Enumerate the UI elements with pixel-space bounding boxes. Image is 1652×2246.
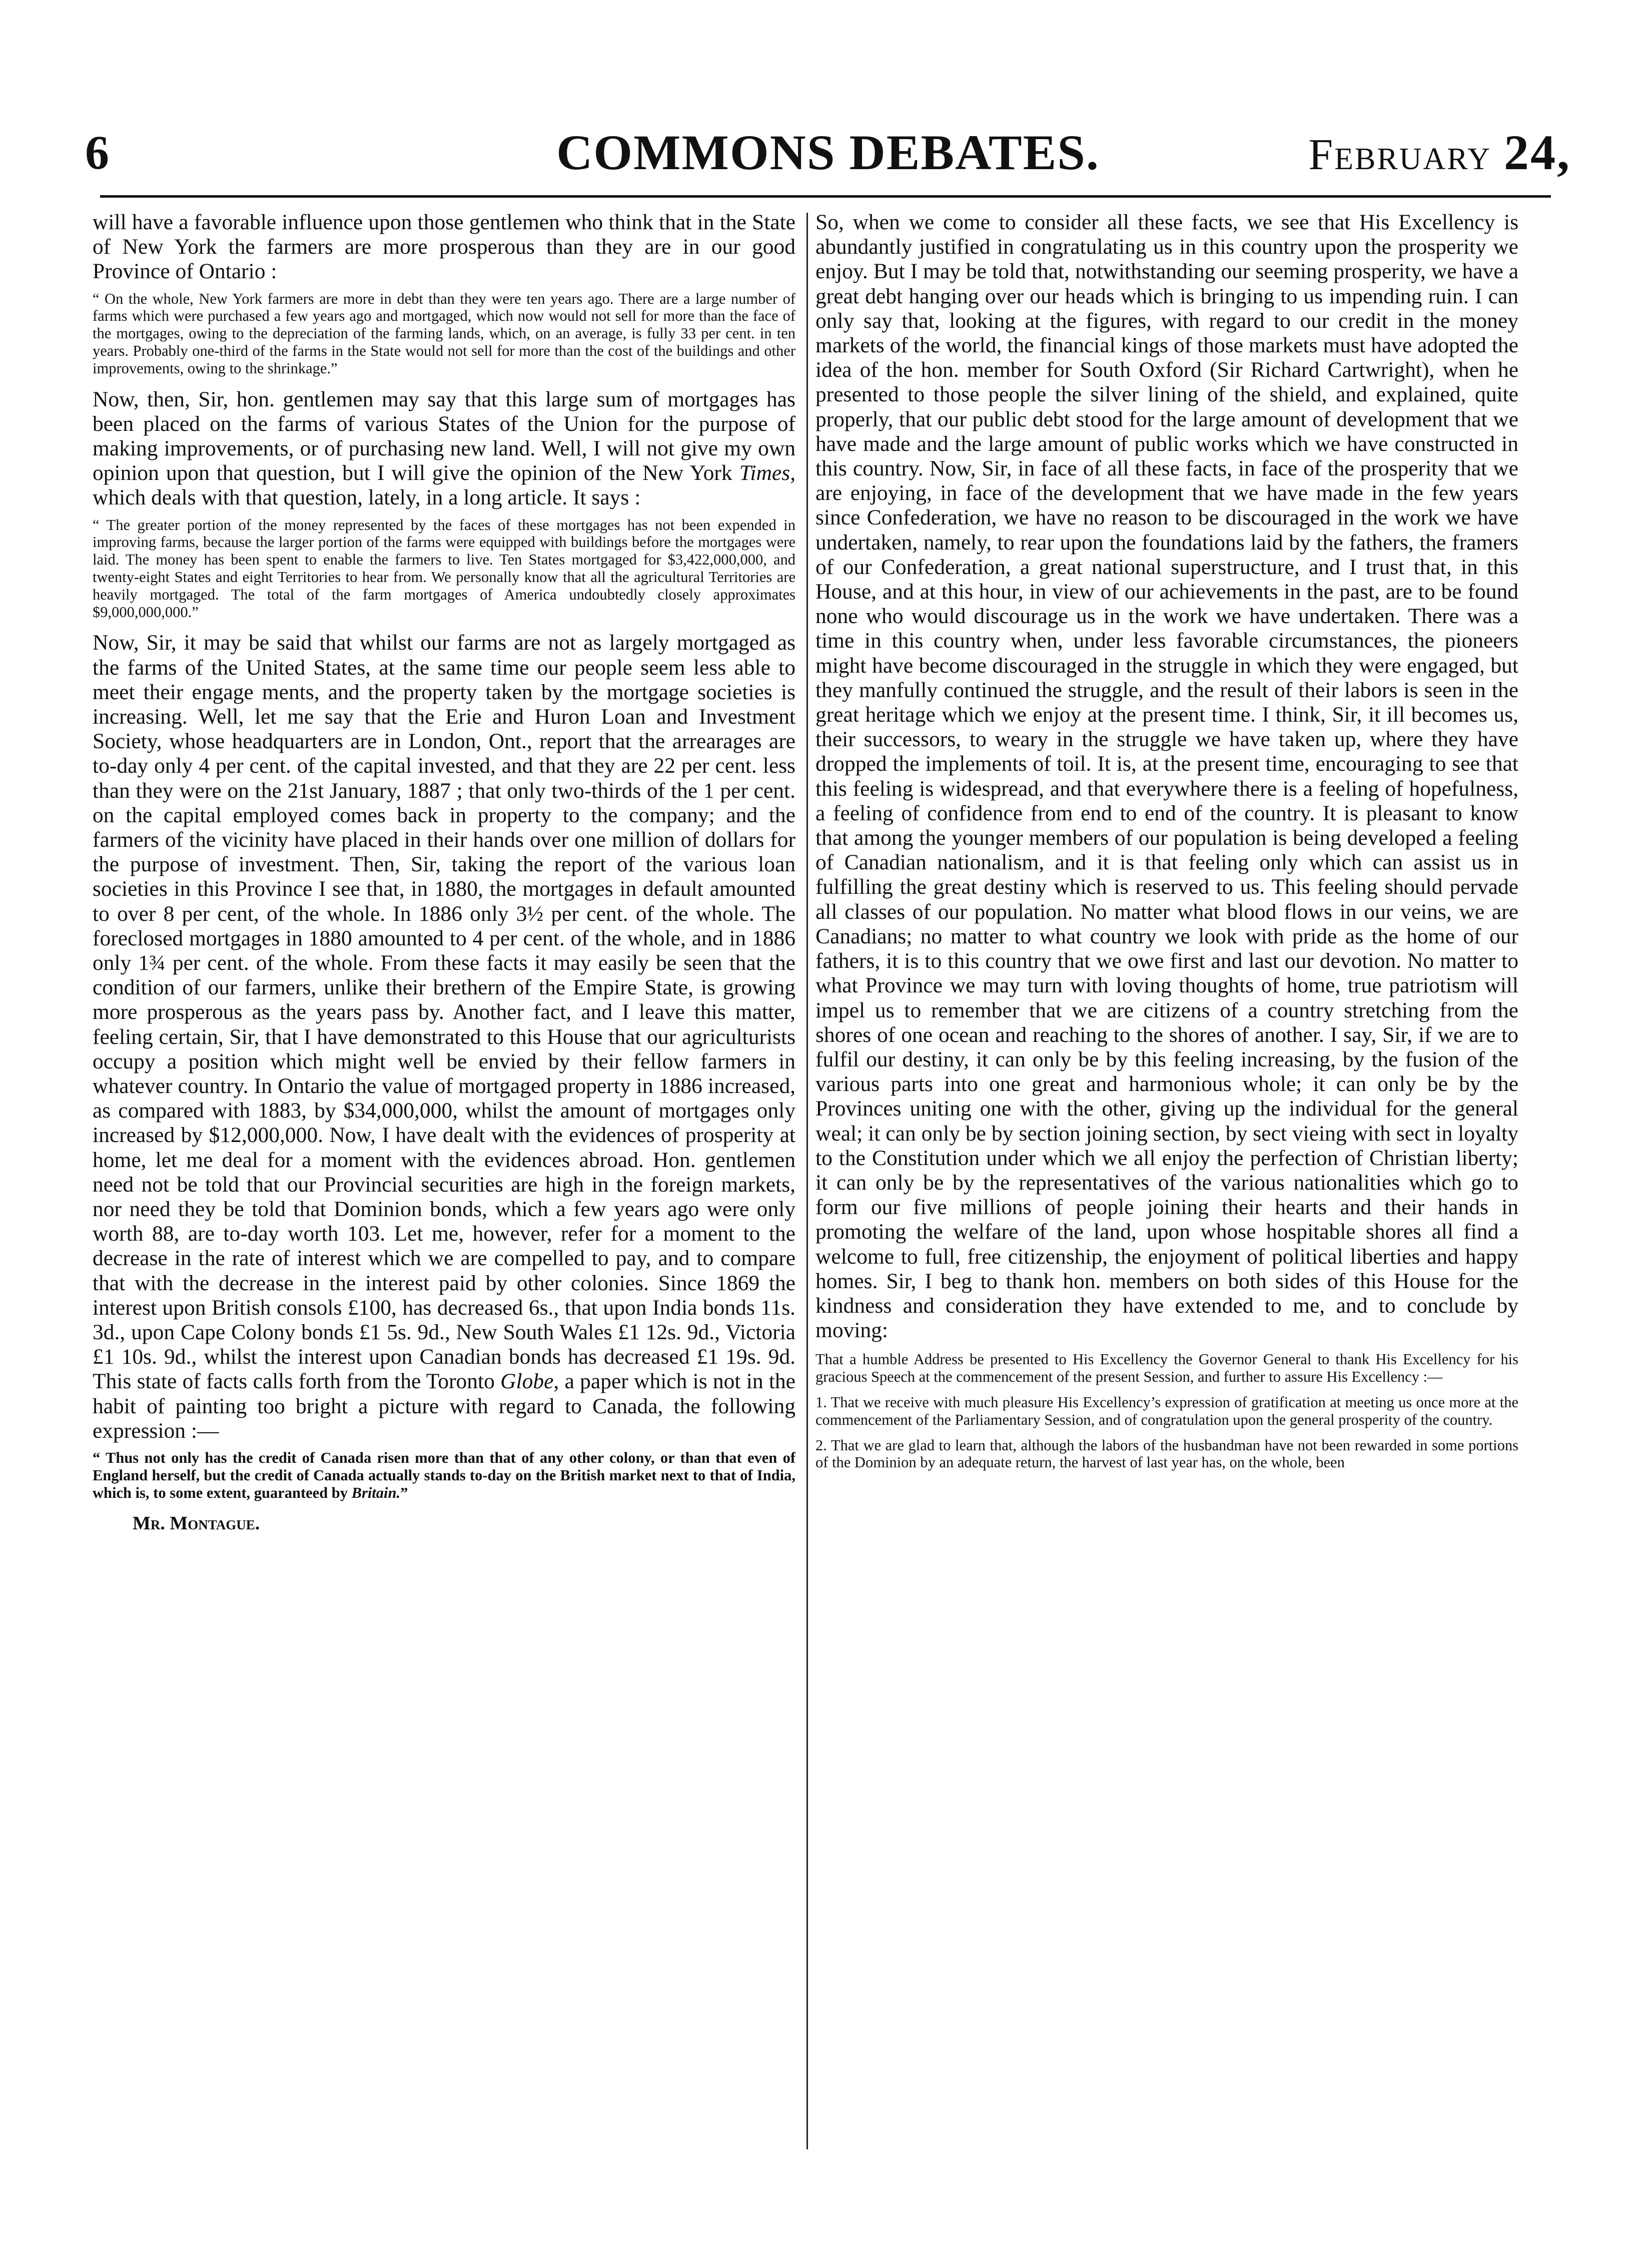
block-quote: “ On the whole, New York farmers are more in debt than they were ten years ago. There are a large number of farms which were purchased a few years ago and mortgaged, which now would not sell for more than the face of the mortgages, owing to the depreciation of the farming lands, which, on an average, is fully 33 per cent. in ten years. Probably one-third of the farms in the State would not sell for more than the cost of the buildings and other improvements, owing to the shrinkage.”: [93, 290, 795, 377]
newspaper-title: Globe,: [500, 1369, 559, 1394]
left-column: [93, 210, 795, 2192]
text-run: ”: [400, 1484, 408, 1501]
date-year: 24,: [1504, 125, 1571, 180]
header-rule: [100, 195, 1551, 198]
text-run: Now, Sir, it may be said that whilst our farms are not as largely mortgaged as the farms of the United States, at the same time our people seem less able to meet their engage ments, and the property taken by the mortgage societies is increasing. Well, let me say that the Erie and Huron Loan and Investment Society, whose headquarters are in London, Ont., report that the arrearages are to-day only 4 per cent. of the capital invested, and that they are 22 per cent. less than they were on the 21st January, 1887 ; that only two-thirds of the 1 per cent. on the capital employed comes back in property to the company; and the farmers of the vicinity have placed in their hands over one million of dollars for the purpose of investment. Then, Sir, taking the report of the various loan societies in this Province I see that, in 1880, the mortgages in default amounted to over 8 per cent, of the whole. In 1886 only 3½ per cent. of the whole. The foreclosed mortgages in 1880 amounted to 4 per cent. of the whole, and in 1886 only 1¾ per cent. of the whole. From these facts it may easily be seen that the condition of our farmers, unlike their brethern of the Empire State, is growing more prosperous as the years pass by. Another fact, and I leave this matter, feeling certain, Sir, that I have demonstrated to this House that our agriculturists occupy a position which might well be envied by their fellow farmers in whatever country. In Ontario the value of mortgaged property in 1886 increased, as compared with 1883, by $34,000,000, whilst the amount of mortgages only increased by $12,000,000. Now, I have dealt with the evidences of prosperity at home, let me deal for a moment with the evidences abroad. Hon. gentlemen need not be told that our Provincial securities are high in the foreign markets, nor need they be told that Dominion bonds, which a few years ago were only worth 88, are to-day worth 103. Let me, however, refer for a moment to the decrease in the rate of interest which we are compelled to pay, and to compare that with the decrease in the interest paid by other colonies. Since 1869 the interest upon British consols £100, has decreased 6s., that upon India bonds 11s. 3d., upon Cape Colony bonds £1 5s. 9d., New South Wales £1 12s. 9d., Victoria £1 10s. 9d., whilst the interest upon Canadian bonds has decreased £1 19s. 9d. This state of facts calls forth from the Toronto: [93, 631, 795, 1394]
date-month: February: [1308, 131, 1491, 179]
running-title: COMMONS DEBATES.: [556, 125, 1100, 180]
paragraph: So, when we come to consider all these facts, we see that His Excellency is abundantly justified in congratulating us in this country upon the prosperity we enjoy. But I may be told that, notwithstanding our seeming prosperity, we have a great debt hanging over our heads which is bringing to us impending ruin. I can only say that, looking at the figures, with regard to our credit in the money markets of the world, the financial kings of those markets must have adopted the idea of the hon. member for South Oxford (Sir Richard Cartwright), when he presented to those people the silver lining of the shield, and explained, quite properly, that our public debt stood for the large amount of development that we have made and the large amount of public works which we have constructed in this country. Now, Sir, in face of all these facts, in face of the prosperity that we are enjoying, in face of the development that we have made in the few years since Confederation, we have no reason to be discouraged in the work we have undertaken, namely, to rear upon the foundations laid by the fathers, the framers of our Confederation, a great national superstructure, and I trust that, in this House, and at this hour, in view of our achievements in the past, are to be found none who would discourage us in the work we have undertaken. There was a time in this country when, under less favorable circumstances, the pioneers might have become discouraged in the struggle in which they were engaged, but they manfully continued the struggle, and the result of their labors is seen in the great heritage which we enjoy at the present time. I think, Sir, it ill becomes us, their successors, to weary in the struggle we have taken up, where they have dropped the implements of toil. It is, at the present time, encouraging to see that this feeling is widespread, and that everywhere there is a feeling of hopefulness, a feeling of confidence from end to end of the country. It is pleasant to know that among the younger members of our population is being developed a feeling of Canadian nationalism, and it is that feeling only which can assist us in fulfilling the great destiny which is reserved to us. This feeling should pervade all classes of our population. No matter what blood flows in our veins, we are Canadians; no matter to what country we look with pride as the home of our fathers, it is to this country that we owe first and last our devotion. No matter to what Province we may turn with loving thoughts of home, true patriotism will impel us to remember that we are citizens of a country stretching from the shores of one ocean and reaching to the shores of another. I say, Sir, if we are to fulfil our destiny, it can only be by this feeling increasing, by the fusion of the various parts into one great and harmonious whole; it can only be by the Provinces uniting one with the other, giving up the individual for the general weal; it can only be by section joining section, by sect vieing with sect in loyalty to the Constitution under which we all enjoy the perfection of Christian liberty; it can only be by the representatives of the various nationalities which go to form our five millions of people joining their hearts and their hands in promoting the welfare of the land, upon whose hospitable shores all find a welcome to full, free citizenship, the enjoyment of political liberties and happy homes. Sir, I beg to thank hon. members on both sides of this House for the kindness and consideration they have extended to me, and to conclude by moving:: [815, 210, 1518, 1343]
block-quote: “ The greater portion of the money represented by the faces of these mortgages has not been expended in improving farms, because the larger portion of the farms were equipped with buildings before the mortgages were laid. The money has been spent to enable the farmers to live. Ten States mortgaged for $3,422,000,000, and twenty-eight States and eight Territories to hear from. We personally know that all the agricultural Territories are heavily mortgaged. The total of the farm mortgages of America undoubtedly closely approximates $9,000,000,000.”: [93, 516, 795, 621]
right-column: [815, 210, 1518, 2192]
text-run: Now, then, Sir, hon. gentlemen may say that this large sum of mortgages has been placed on the farms of various States of the Union for the purpose of making improvements, or of purchasing new land. Well, I will not give my own opinion upon that question, but I will give the opinion of the New York: [93, 387, 795, 485]
column-divider: [806, 213, 808, 2149]
block-quote: [93, 1449, 795, 1501]
newspaper-title: Times,: [739, 461, 795, 485]
paragraph: [93, 387, 795, 510]
paragraph: [93, 631, 795, 1443]
motion-clause: 2. That we are glad to learn that, although the labors of the husbandman have not been rewarded in some portions of the Dominion by an adequate return, the harvest of last year has, on the whole, been: [815, 1436, 1518, 1471]
page-header: [85, 120, 1571, 185]
motion-text: That a humble Address be presented to His Excellency the Governor General to thank His Excellency for his gracious Speech at the commencement of the present Session, and further to assure His Excellency :—: [815, 1351, 1518, 1386]
motion-clause: 1. That we receive with much pleasure His Excellency’s expression of gratification at meeting us once more at the commencement of the Parliamentary Session, and of congratulation upon the general prosperity of the country.: [815, 1393, 1518, 1428]
paragraph: will have a favorable influence upon those gentlemen who think that in the State of New York the farmers are more prosperous than they are in our good Province of Ontario :: [93, 210, 795, 284]
speaker-name: Mr. Montague.: [133, 1513, 260, 1534]
text-run: a paper which is not in the habit of painting too bright a picture with regard to Canada, the following expression :—: [93, 1369, 795, 1443]
running-date: [1308, 120, 1571, 188]
text-run: which deals with that question, lately, in a long article. It says :: [93, 485, 641, 510]
page-number: 6: [85, 126, 109, 179]
emphasis: Britain.: [351, 1484, 401, 1501]
text-run: “ Thus not only has the credit of Canada risen more than that of any other colony, or than that even of England herself, but the credit of Canada actually stands to-day on the British market next to that of India, which is, to some extent, guaranteed by: [93, 1449, 795, 1501]
